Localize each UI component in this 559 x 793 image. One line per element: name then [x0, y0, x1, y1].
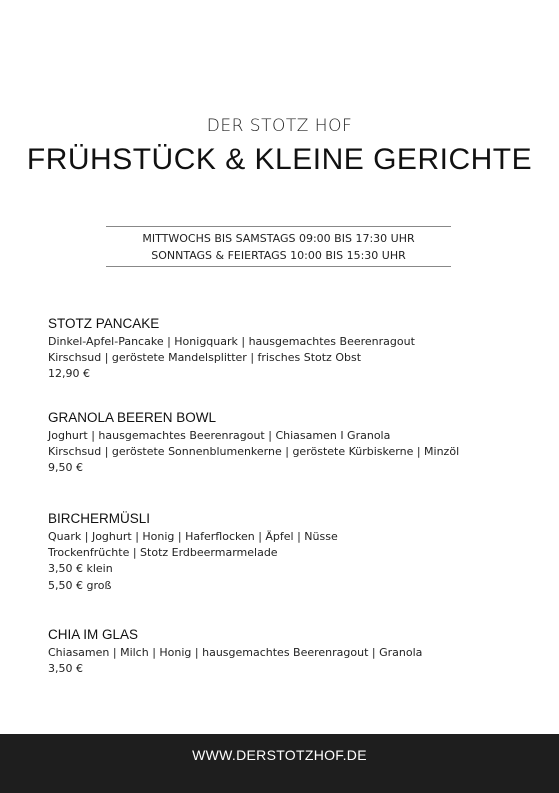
menu-item-price: 12,90 € — [48, 367, 90, 381]
opening-hours — [106, 226, 451, 267]
menu-item-description: Quark | Joghurt | Honig | Haferflocken | Äpfel | Nüsse — [48, 530, 338, 543]
page-title: FRÜHSTÜCK & KLEINE GERICHTE — [26, 143, 533, 176]
menu-item-description: Joghurt | hausgemachtes Beerenragout | Chiasamen I Granola — [48, 429, 391, 442]
menu-item-description: Kirschsud | geröstete Mandelsplitter | frisches Stotz Obst — [48, 351, 362, 365]
menu-item-name: CHIA IM GLAS — [48, 627, 139, 642]
opening-hours-weekdays: MITTWOCHS BIS SAMSTAGS 09:00 BIS 17:30 UHR — [142, 232, 415, 245]
menu-item-chia-im-glas — [48, 626, 518, 677]
menu-item-description: Kirschsud | geröstete Sonnenblumenkerne | geröstete Kürbiskerne | Minzöl — [48, 445, 460, 459]
menu-item-price: 3,50 € — [48, 662, 83, 676]
opening-hours-sundays: SONNTAGS & FEIERTAGS 10:00 BIS 15:30 UHR — [151, 248, 406, 262]
menu-item-price: 5,50 € groß — [48, 578, 112, 592]
menu-item-stotz-pancake — [48, 315, 518, 383]
menu-item-description: Trockenfrüchte | Stotz Erdbeermarmelade — [48, 546, 278, 560]
website-link[interactable]: WWW.DERSTOTZHOF.DE — [192, 747, 367, 763]
menu-item-name: GRANOLA BEEREN BOWL — [48, 410, 217, 425]
menu-item-price: 9,50 € — [48, 461, 83, 475]
menu-item-description: Dinkel-Apfel-Pancake | Honigquark | hausgemachtes Beerenragout — [48, 335, 415, 348]
menu-item-price: 3,50 € klein — [48, 562, 113, 576]
menu-item-birchermuesli — [48, 510, 518, 594]
menu-item-description: Chiasamen | Milch | Honig | hausgemachtes Beerenragout | Granola — [48, 646, 423, 659]
restaurant-name: DER STOTZ HOF — [206, 116, 353, 136]
menu-item-name: STOTZ PANCAKE — [48, 316, 160, 331]
menu-item-granola-beeren-bowl — [48, 409, 518, 477]
footer-bar — [0, 734, 559, 793]
menu-item-name: BIRCHERMÜSLI — [48, 511, 151, 526]
